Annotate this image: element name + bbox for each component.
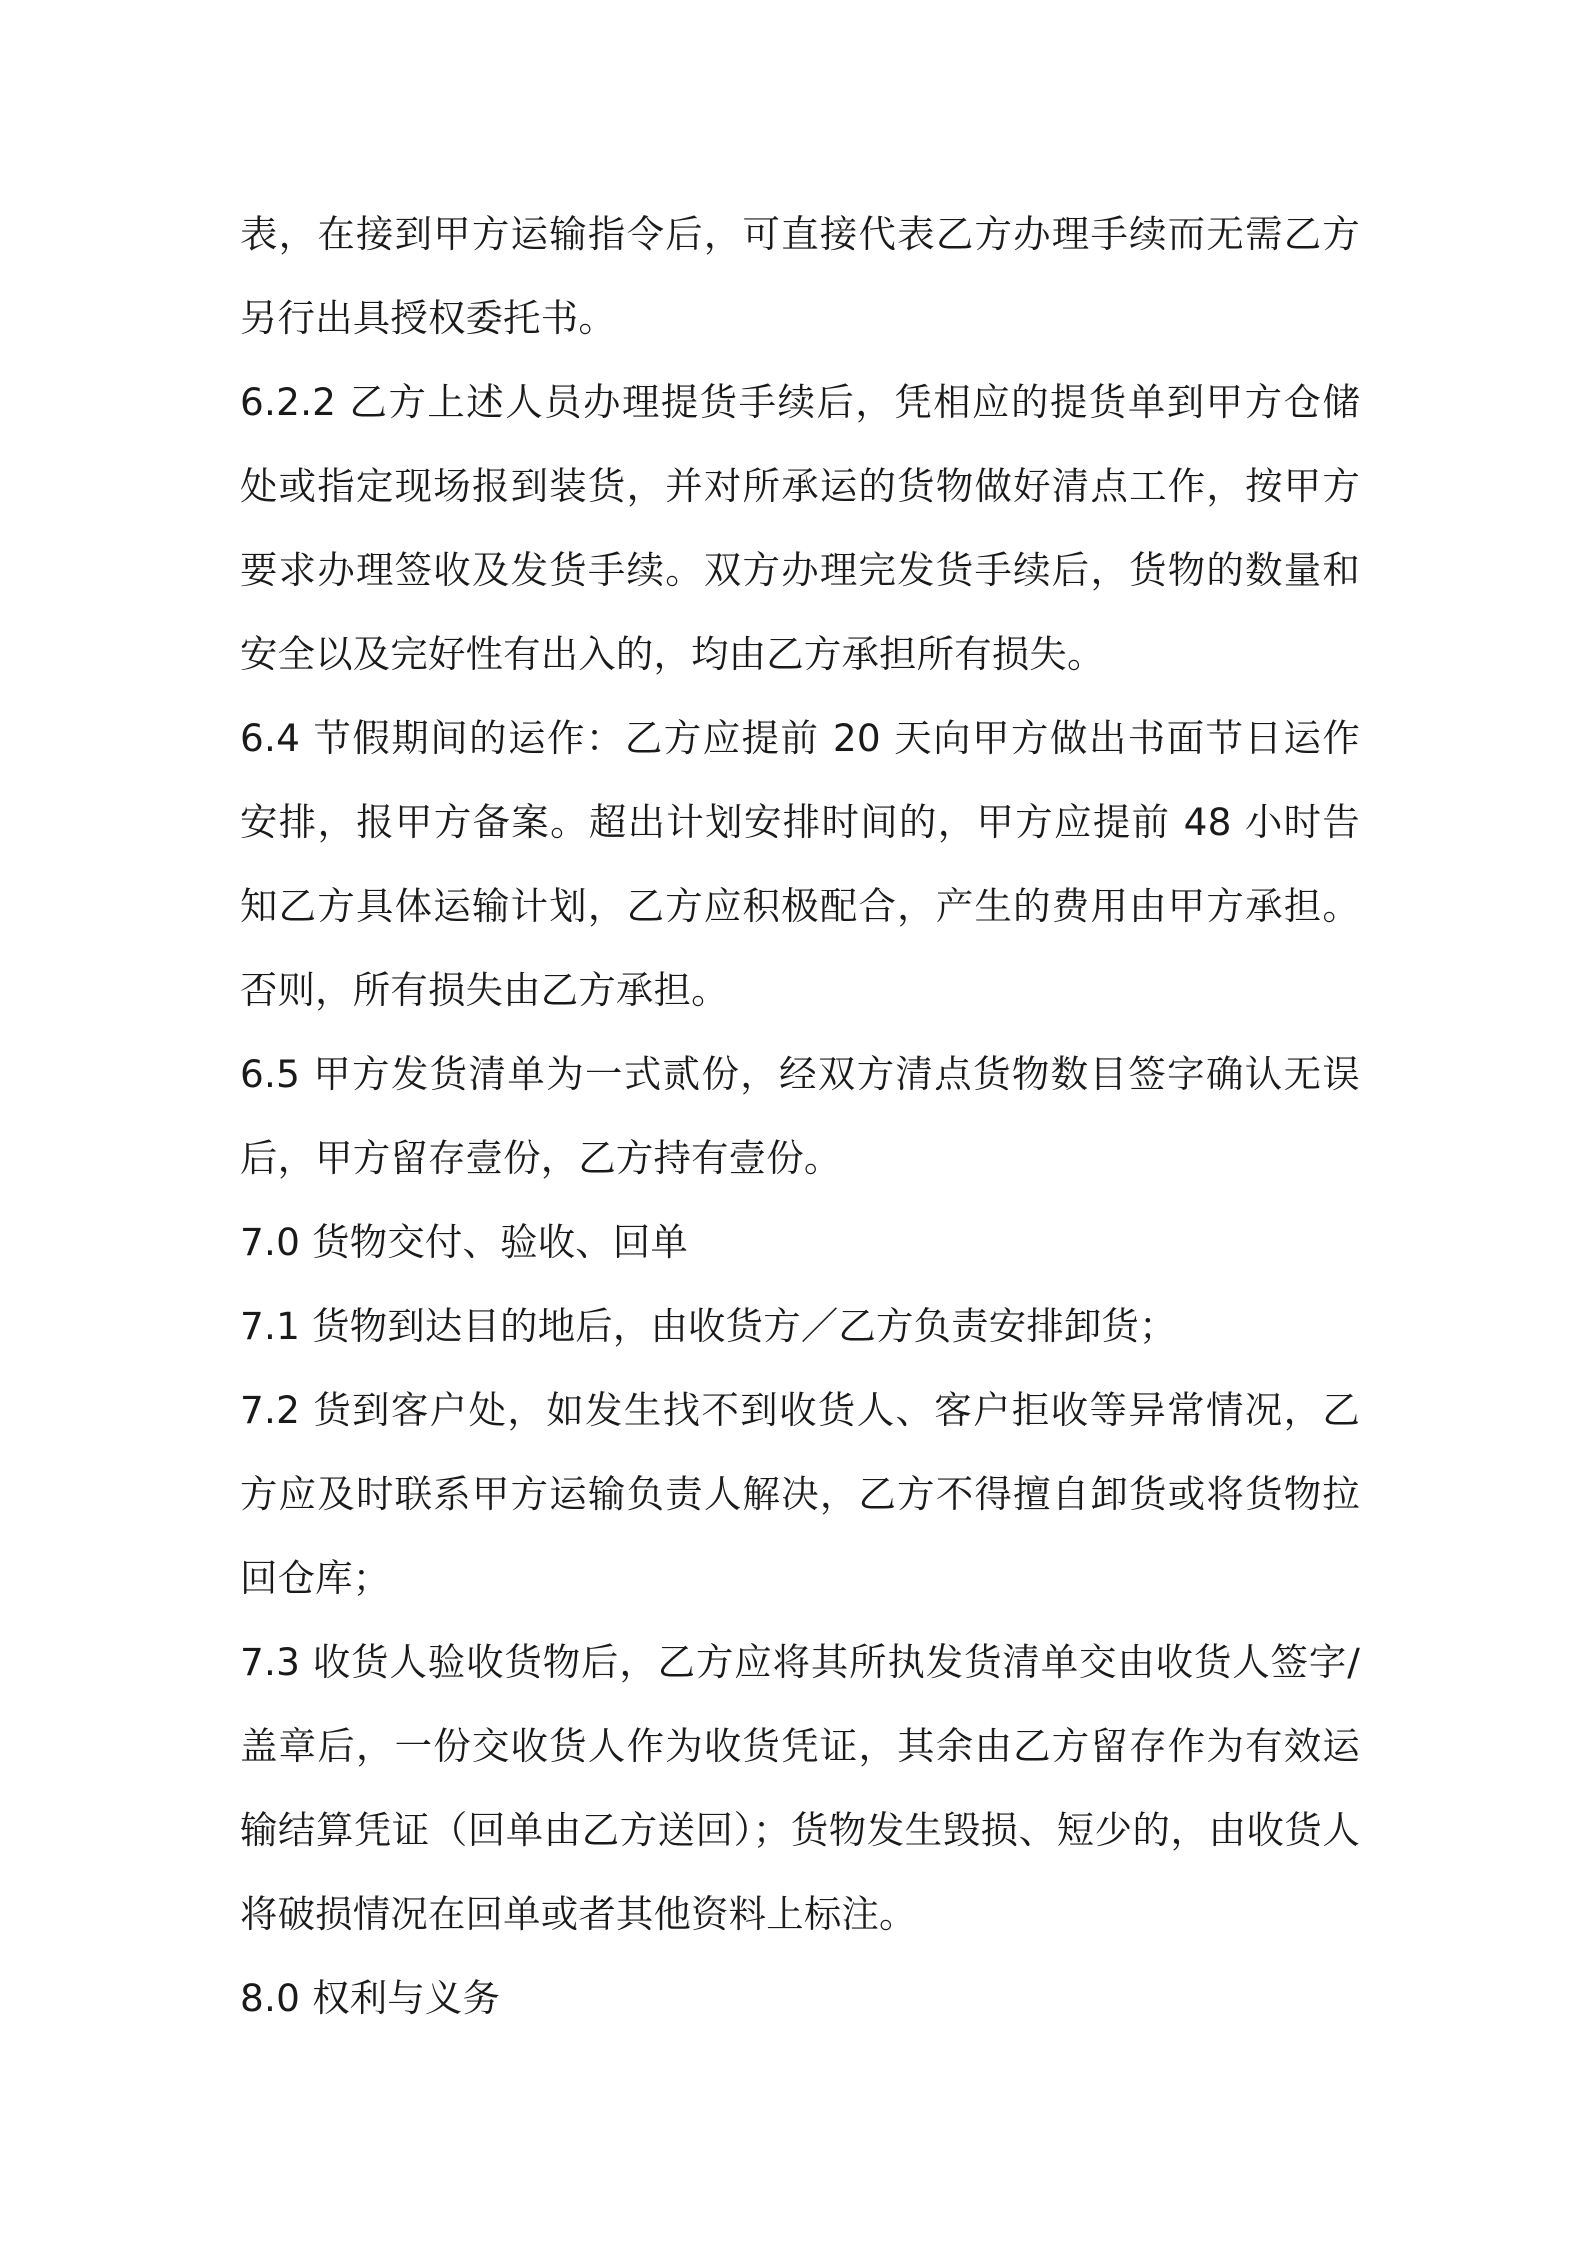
paragraph-7-3: 7.3 收货人验收货物后，乙方应将其所执发货清单交由收货人签字/盖章后，一份交收货人作为收货凭证，其余由乙方留存作为有效运输结算凭证（回单由乙方送回）；货物发生毁损、短少的，由收货人将破损情况在回单或者其他资料上标注。: [240, 1640, 1360, 1936]
paragraph-continuation-authorization: 表，在接到甲方运输指令后，可直接代表乙方办理手续而无需乙方另行出具授权委托书。: [240, 212, 1360, 340]
heading-8-0: 8.0 权利与义务: [240, 1976, 501, 2020]
paragraph-6-2-2: 6.2.2 乙方上述人员办理提货手续后，凭相应的提货单到甲方仓储处或指定现场报到装货，并对所承运的货物做好清点工作，按甲方要求办理签收及发货手续。双方办理完发货手续后，货物的数量和安全以及完好性有出入的，均由乙方承担所有损失。: [240, 380, 1360, 676]
paragraph-7-2: 7.2 货到客户处，如发生找不到收货人、客户拒收等异常情况，乙方应及时联系甲方运输负责人解决，乙方不得擅自卸货或将货物拉回仓库；: [240, 1388, 1360, 1600]
paragraph-6-5: 6.5 甲方发货清单为一式贰份，经双方清点货物数目签字确认无误后，甲方留存壹份，乙方持有壹份。: [240, 1052, 1360, 1180]
document-body: [240, 192, 1360, 2040]
heading-7-0: 7.0 货物交付、验收、回单: [240, 1220, 689, 1264]
paragraph-7-1: 7.1 货物到达目的地后，由收货方／乙方负责安排卸货；: [240, 1304, 1177, 1348]
paragraph-6-4: 6.4 节假期间的运作：乙方应提前 20 天向甲方做出书面节日运作安排，报甲方备案。超出计划安排时间的，甲方应提前 48 小时告知乙方具体运输计划，乙方应积极配合，产生的费用由甲方承担。否则，所有损失由乙方承担。: [240, 716, 1360, 1012]
